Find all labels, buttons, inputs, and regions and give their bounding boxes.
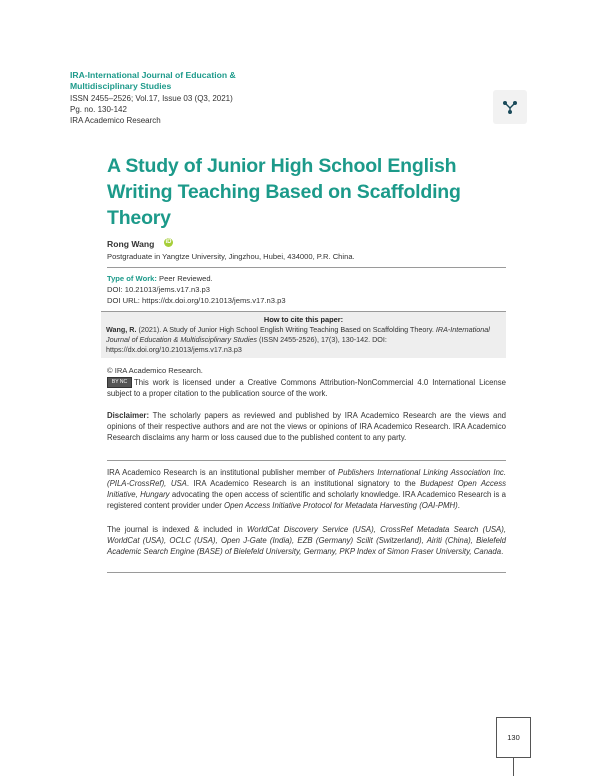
member-text-4: . xyxy=(457,501,460,510)
indexing-paragraph xyxy=(107,524,506,557)
work-type-label: Type of Work: xyxy=(107,274,157,283)
author-affiliation: Postgraduate in Yangtze University, Jingzhou, Hubei, 434000, P.R. China. xyxy=(107,252,355,261)
issn-line: ISSN 2455–2526; Vol.17, Issue 03 (Q3, 2021) xyxy=(70,94,233,103)
divider xyxy=(107,460,506,461)
disclaimer-label: Disclaimer: xyxy=(107,411,150,420)
citation-box xyxy=(101,311,506,358)
indexed-text-2: . xyxy=(501,547,504,556)
disclaimer-text: The scholarly papers as reviewed and published by IRA Academico Research are the views and opinions of their respective authors and are not the views or opinions of IRA Academico Research. IRA Academico Research disclaims any harm or loss caused due to the published content to any party. xyxy=(107,411,506,442)
publisher-name: IRA Academico Research xyxy=(70,116,161,125)
journal-name: IRA-International Journal of Education & Multidisciplinary Studies xyxy=(70,70,236,91)
page-rule xyxy=(513,757,514,776)
divider xyxy=(107,572,506,573)
citation-heading: How to cite this paper: xyxy=(263,315,344,324)
membership-paragraph xyxy=(107,467,506,511)
indexed-text-1: The journal is indexed & included in xyxy=(107,525,247,534)
member-text-1: IRA Academico Research is an institutional publisher member of xyxy=(107,468,338,477)
page-number: 130 xyxy=(496,717,531,758)
doi: DOI: 10.21013/jems.v17.n3.p3 xyxy=(107,285,211,294)
citation-year-title: (2021). A Study of Junior High School English Writing Teaching Based on Scaffolding Theory. xyxy=(136,325,434,334)
author-name: Rong Wang xyxy=(107,239,155,249)
citation-tail: (ISSN 2455-2526), 17(3), 130-142. DOI: https://dx.doi.org/10.21013/jems.v17.n3.p3 xyxy=(106,335,387,354)
doi-url-link[interactable]: DOI URL: https://dx.doi.org/10.21013/jems.v17.n3.p3 xyxy=(107,296,286,305)
citation-text xyxy=(106,325,504,355)
copyright: © IRA Academico Research. xyxy=(107,366,203,375)
member-text-2: . IRA Academico Research is an institutional signatory to the xyxy=(186,479,421,488)
page-range: Pg. no. 130-142 xyxy=(70,105,127,114)
member-pila: Publishers International Linking Association Inc. (PILA-CrossRef), USA xyxy=(107,468,507,488)
orcid-icon[interactable]: iD xyxy=(165,239,172,245)
member-text-3: advocating the open access of scientific and scholarly knowledge. IRA Academico Research is a registered content provider under xyxy=(107,490,507,510)
work-type-value: Peer Reviewed. xyxy=(156,274,213,283)
share-icon xyxy=(502,99,518,115)
article-title: A Study of Junior High School English Writing Teaching Based on Scaffolding Theory xyxy=(107,155,461,229)
member-boai: Budapest Open Access Initiative, Hungary xyxy=(107,479,506,499)
citation-author: Wang, R. xyxy=(106,325,137,334)
work-type xyxy=(107,274,213,283)
license-text: This work is licensed under a Creative Commons Attribution-NonCommercial 4.0 International License subject to a proper citation to the publication source of the work. xyxy=(107,378,506,398)
citation-journal: IRA-International Journal of Education & Multidisciplinary Studies xyxy=(106,325,490,344)
indexed-list: WorldCat Discovery Service (USA), CrossRef Metadata Search (USA), WorldCat (USA), OCLC (USA), Open J-Gate (India), EZB (Germany) Scilit (Switzerland), Airiti (China), Bielefeld Academic Search Engine (BASE) of Bielefeld University, Germany, PKP Index of Simon Fraser University, Canada xyxy=(107,525,507,556)
disclaimer xyxy=(107,410,506,443)
cc-license-badge[interactable]: BY NC xyxy=(107,377,132,388)
member-oai: Open Access Initiative Protocol for Metadata Harvesting (OAI-PMH) xyxy=(224,501,458,510)
divider xyxy=(107,267,506,268)
share-button[interactable] xyxy=(493,90,527,124)
